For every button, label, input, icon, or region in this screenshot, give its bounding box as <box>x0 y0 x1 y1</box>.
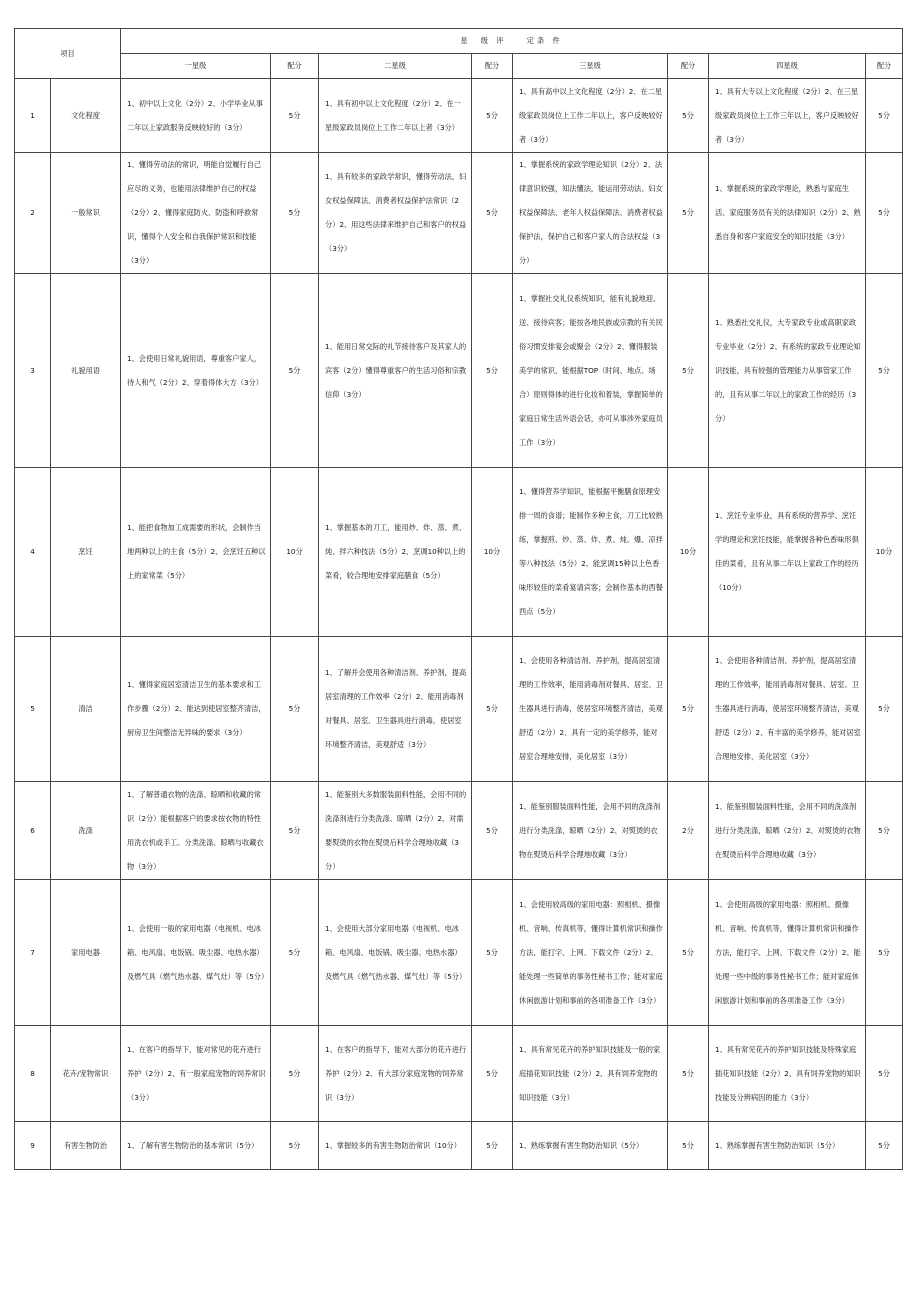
item-header: 项目 <box>15 29 121 79</box>
table-row <box>15 880 903 1026</box>
criteria-title: 星 级 评 定条 件 <box>121 29 903 54</box>
level-3-criteria: 1、具有常见花卉的养护知识技能及一般的家庭插花知识技能（2分）2、具有饲养宠物的知识技能（3分） <box>513 1026 668 1122</box>
level-3-header: 三星级 <box>513 54 668 79</box>
level-3-score: 5分 <box>668 1122 709 1170</box>
level-2-criteria: 1、在客户的指导下，能对大部分的花卉进行养护（2分）2、有大部分家庭宠物的饲养常识（3分） <box>319 1026 472 1122</box>
table-row <box>15 782 903 880</box>
row-number: 8 <box>15 1026 51 1122</box>
level-4-score: 5分 <box>866 1026 903 1122</box>
level-3-criteria: 1、会使用各种清洁剂、养护剂，提高居室清理的工作效率，能用消毒剂对餐具、居室、卫生器具进行消毒，使居室环境整齐清洁，美观舒适（2分）2、具有一定的美学修养，能对居室合理地安排，美化居室（3分） <box>513 637 668 782</box>
row-number: 2 <box>15 153 51 274</box>
table-row <box>15 274 903 468</box>
level-3-score: 2分 <box>668 782 709 880</box>
item-name: 清洁 <box>51 637 121 782</box>
level-4-score: 10分 <box>866 468 903 637</box>
row-number: 4 <box>15 468 51 637</box>
item-name: 家用电器 <box>51 880 121 1026</box>
level-2-header: 二星级 <box>319 54 472 79</box>
level-4-criteria: 1、具有大专以上文化程度（2分）2、在三星级家政员岗位上工作三年以上，客户反映较好者（3分） <box>709 79 866 153</box>
level-4-criteria: 1、具有常见花卉的养护知识技能及特殊家庭插花知识技能（2分）2、具有饲养宠物的知识技能及分辨病因的能力（3分） <box>709 1026 866 1122</box>
table-row <box>15 79 903 153</box>
table-row <box>15 637 903 782</box>
level-1-score: 5分 <box>271 79 319 153</box>
level-3-score: 5分 <box>668 274 709 468</box>
level-1-score: 10分 <box>271 468 319 637</box>
level-4-header: 四星级 <box>709 54 866 79</box>
row-number: 3 <box>15 274 51 468</box>
level-1-score: 5分 <box>271 782 319 880</box>
level-4-criteria: 1、能鉴别服装面料性能，会用不同的洗涤剂进行分类洗涤，晾晒（2分）2、对熨烫的衣物在熨烫后科学合理地收藏（3分） <box>709 782 866 880</box>
level-2-score: 5分 <box>472 79 513 153</box>
level-2-criteria: 1、能鉴别大多数服装面料性能，会用不同的洗涤剂进行分类洗涤、晾晒（2分）2、对需要熨烫的衣物在熨烫后科学合理地收藏（3分） <box>319 782 472 880</box>
score-header: 配分 <box>271 54 319 79</box>
level-4-score: 5分 <box>866 1122 903 1170</box>
level-2-criteria: 1、掌握基本的刀工，能用炒、炸、蒸、煮、炖、拌六种技法（5分）2、烹调10种以上的菜肴，较合理地安排家庭膳食（5分） <box>319 468 472 637</box>
level-4-score: 5分 <box>866 274 903 468</box>
grading-table <box>14 28 903 1170</box>
level-2-score: 5分 <box>472 782 513 880</box>
level-1-criteria: 1、了解有害生物防治的基本常识（5分） <box>121 1122 271 1170</box>
level-1-score: 5分 <box>271 153 319 274</box>
level-3-criteria: 1、掌握系统的家政学理论知识（2分）2、法律意识较强，知法懂法，能运用劳动法、妇女权益保障法、老年人权益保障法、消费者权益保护法，保护自己和客户家人的合法权益（3分） <box>513 153 668 274</box>
level-3-criteria: 1、能鉴别服装面料性能，会用不同的洗涤剂进行分类洗涤，晾晒（2分）2、对熨烫的衣物在熨烫后科学合理地收藏（3分） <box>513 782 668 880</box>
level-2-criteria: 1、能用日常交际的礼节接待客户及其家人的宾客（2分）懂得尊重客户的生活习俗和宗教信仰（3分） <box>319 274 472 468</box>
level-4-score: 5分 <box>866 79 903 153</box>
level-4-score: 5分 <box>866 153 903 274</box>
level-4-criteria: 1、会使用高级的家用电器：照相机、摄像机、音响、传真机等，懂得计算机常识和操作方法，能打字、上网、下载文件（2分）2、能处理一些中级的事务性秘书工作；能对家庭休闲旅游计划和事前的各项准备工作（3分） <box>709 880 866 1026</box>
level-1-criteria: 1、懂得家庭居室清洁卫生的基本要求和工作步骤（2分）2、能达到使居室整齐清洁，厨房卫生间整洁无异味的要求（3分） <box>121 637 271 782</box>
table-row <box>15 1122 903 1170</box>
level-4-criteria: 1、掌握系统的家政学理论，熟悉与家庭生活、家庭服务员有关的法律知识（2分）2、熟悉自身和客户家庭安全的知识技能（3分） <box>709 153 866 274</box>
level-3-criteria: 1、具有高中以上文化程度（2分）2、在二星级家政员岗位上工作二年以上，客户反映较好者（3分） <box>513 79 668 153</box>
level-2-score: 5分 <box>472 1026 513 1122</box>
item-name: 礼貌用语 <box>51 274 121 468</box>
level-1-criteria: 1、会使用日常礼貌用语，尊重客户家人，待人和气（2分）2、穿着得体大方（3分） <box>121 274 271 468</box>
score-header: 配分 <box>472 54 513 79</box>
level-1-score: 5分 <box>271 1026 319 1122</box>
item-name: 花卉/宠物常识 <box>51 1026 121 1122</box>
level-1-score: 5分 <box>271 880 319 1026</box>
level-2-score: 5分 <box>472 274 513 468</box>
level-2-score: 5分 <box>472 153 513 274</box>
score-header: 配分 <box>668 54 709 79</box>
header-row-top <box>15 29 903 54</box>
level-1-criteria: 1、了解普通衣物的洗涤、晾晒和收藏的常识（2分）能根据客户的要求按衣物的特性用洗衣机或手工。分类洗涤、晾晒与收藏衣物（3分） <box>121 782 271 880</box>
level-2-criteria: 1、掌握较多的有害生物防治常识（10分） <box>319 1122 472 1170</box>
row-number: 1 <box>15 79 51 153</box>
table-row <box>15 153 903 274</box>
item-name: 烹饪 <box>51 468 121 637</box>
level-3-score: 5分 <box>668 637 709 782</box>
item-name: 有害生物防治 <box>51 1122 121 1170</box>
item-name: 洗涤 <box>51 782 121 880</box>
level-1-score: 5分 <box>271 1122 319 1170</box>
level-1-score: 5分 <box>271 637 319 782</box>
level-2-criteria: 1、了解并会使用各种清洁剂、养护剂，提高居室清理的工作效率（2分）2、能用消毒剂对餐具、居室、卫生器具进行消毒，使居室环境整齐清洁，美观舒适（3分） <box>319 637 472 782</box>
level-2-criteria: 1、具有初中以上文化程度（2分）2、在一星级家政员岗位上工作二年以上者（3分） <box>319 79 472 153</box>
row-number: 5 <box>15 637 51 782</box>
level-1-header: 一星级 <box>121 54 271 79</box>
level-3-score: 5分 <box>668 79 709 153</box>
level-2-criteria: 1、会使用大部分家用电器（电视机、电冰箱、电风扇、电饭锅、吸尘器、电热水器）及燃气具（燃气热水器、煤气灶）等（5分） <box>319 880 472 1026</box>
level-1-criteria: 1、会使用一般的家用电器（电视机、电冰箱、电风扇、电饭锅、吸尘器、电热水器）及燃气具（燃气热水器、煤气灶）等（5分） <box>121 880 271 1026</box>
level-1-criteria: 1、能把食物加工成需要的形状，会制作当地两种以上的主食（5分）2、会烹饪五种以上的家常菜（5分） <box>121 468 271 637</box>
row-number: 7 <box>15 880 51 1026</box>
level-2-score: 5分 <box>472 880 513 1026</box>
level-4-score: 5分 <box>866 782 903 880</box>
level-4-criteria: 1、烹饪专业毕业，具有系统的营养学、烹饪学的理论和烹饪技能，能掌握各种色香味形俱佳的菜肴，且有从事二年以上家政工作的经历（10分） <box>709 468 866 637</box>
level-4-criteria: 1、会使用各种清洁剂、养护剂，提高居室清理的工作效率，能用消毒剂对餐具、居室、卫生器具进行消毒，使居室环境整齐清洁，美观舒适（2分）2、有丰富的美学修养，能对居室合理地安排，美化居室（3分） <box>709 637 866 782</box>
level-3-score: 10分 <box>668 468 709 637</box>
level-4-score: 5分 <box>866 637 903 782</box>
level-2-score: 10分 <box>472 468 513 637</box>
row-number: 6 <box>15 782 51 880</box>
level-4-criteria: 1、熟悉社交礼仪，大专家政专业或高职家政专业毕业（2分）2、有系统的家政专业理论知识技能，具有较强的管理能力从事管家工作的，且有从事二年以上的家政工作的经历（3分） <box>709 274 866 468</box>
level-3-criteria: 1、熟练掌握有害生物防治知识（5分） <box>513 1122 668 1170</box>
level-2-score: 5分 <box>472 637 513 782</box>
level-3-score: 5分 <box>668 153 709 274</box>
item-name: 一般常识 <box>51 153 121 274</box>
level-3-score: 5分 <box>668 1026 709 1122</box>
level-3-criteria: 1、掌握社交礼仪系统知识，能有礼貌地迎、送、接待宾客；能按各地民族或宗教的有关民俗习惯安排宴会或聚会（2分）2、懂得服装美学的常识，能根据TOP（时间、地点、场合）原则得体的进行化妆和着装，掌握简单的家庭日常生活外语会话，亦可从事涉外家庭员工作（3分） <box>513 274 668 468</box>
level-2-score: 5分 <box>472 1122 513 1170</box>
level-1-criteria: 1、初中以上文化（2分）2、小学毕业从事二年以上家政服务反映较好的（3分） <box>121 79 271 153</box>
header-row-levels <box>15 54 903 79</box>
score-header: 配分 <box>866 54 903 79</box>
level-3-criteria: 1、会使用较高级的家用电器：照相机、摄像机、音响、传真机等，懂得计算机常识和操作方法，能打字、上网、下载文件（2分）2、能处理一些简单的事务性秘书工作；能对家庭休闲旅游计划和事前的各项准备工作（3分） <box>513 880 668 1026</box>
level-4-score: 5分 <box>866 880 903 1026</box>
item-name: 文化程度 <box>51 79 121 153</box>
table-row <box>15 468 903 637</box>
level-3-criteria: 1、懂得营养学知识，能根据平衡膳食原理安排一周的食谱；能制作多种主食，刀工比较熟练，掌握煎、炒、蒸、炸、煮、炖、爆、凉拌等八种技法（5分）2、能烹调15种以上色香味形较佳的菜肴宴请宾客；会制作基本的西餐西点（5分） <box>513 468 668 637</box>
table-row <box>15 1026 903 1122</box>
level-4-criteria: 1、熟练掌握有害生物防治知识（5分） <box>709 1122 866 1170</box>
row-number: 9 <box>15 1122 51 1170</box>
level-1-score: 5分 <box>271 274 319 468</box>
level-1-criteria: 1、在客户的指导下，能对常见的花卉进行养护（2分）2、有一般家庭宠物的饲养常识（3分） <box>121 1026 271 1122</box>
level-3-score: 5分 <box>668 880 709 1026</box>
level-1-criteria: 1、懂得劳动法的常识，明能自觉履行自己应尽的义务，也能用法律维护自己的权益（2分）2、懂得家庭防火、防盗和呼救常识，懂得个人安全和自我保护常识和技能（3分） <box>121 153 271 274</box>
level-2-criteria: 1、具有较多的家政学常识，懂得劳动法，妇女权益保障法、消费者权益保护法常识（2分）2、用这些法律来维护自己和客户的权益（3分） <box>319 153 472 274</box>
